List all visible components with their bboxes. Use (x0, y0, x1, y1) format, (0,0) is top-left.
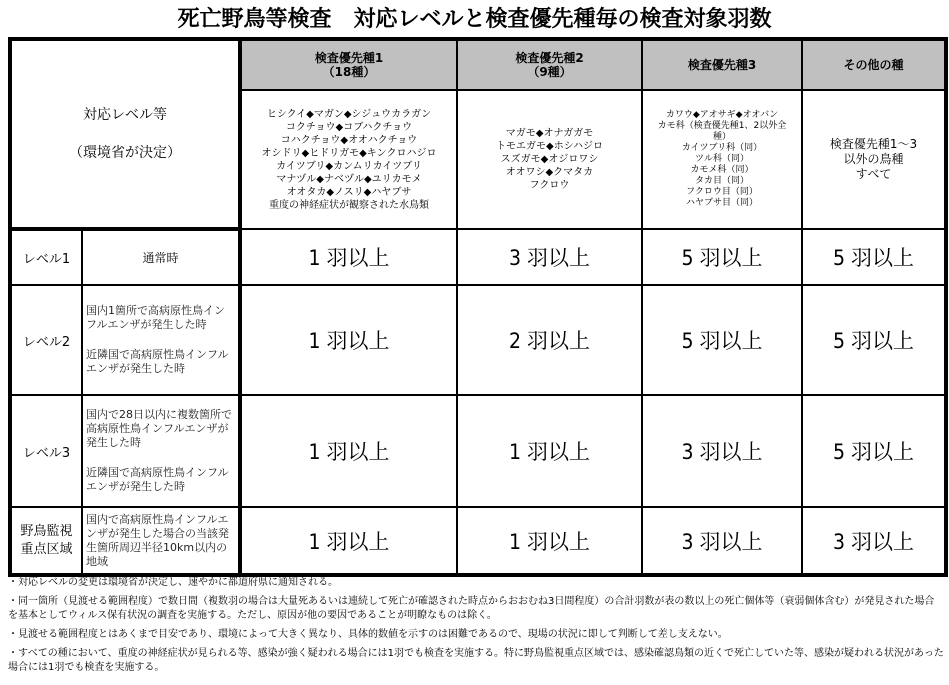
inspection-table (8, 37, 948, 577)
column-header-priority3: 検査優先種3 (642, 39, 802, 90)
page-title: 死亡野鳥等検査 対応レベルと検査優先種毎の検査対象羽数 (177, 7, 772, 32)
count-other: 3 羽以上 (802, 507, 946, 575)
count-priority1: 1 羽以上 (240, 507, 457, 575)
level-header-subtitle: （環境省が決定） (69, 145, 181, 161)
count-priority2: 2 羽以上 (457, 285, 642, 395)
level-condition: 通常時 (82, 229, 240, 285)
level-label: レベル1 (10, 229, 82, 285)
level-label: 野鳥監視 重点区域 (10, 507, 82, 575)
count-other: 5 羽以上 (802, 395, 946, 507)
count-priority2: 1 羽以上 (457, 395, 642, 507)
table-row-level1 (10, 229, 946, 285)
count-priority1: 1 羽以上 (240, 395, 457, 507)
level-header-title: 対応レベル等 (83, 107, 167, 123)
level-condition: 国内1箇所で高病原性鳥インフルエンザが発生した時 近隣国で高病原性鳥インフルエンザが発生した時 (82, 285, 240, 395)
species-list-priority2: マガモ◆オナガガモ トモエガモ◆ホシハジロ スズガモ◆オジロワシ オオワシ◆クマタカ フクロウ (457, 90, 642, 229)
count-priority3: 3 羽以上 (642, 507, 802, 575)
count-priority3: 5 羽以上 (642, 285, 802, 395)
level-label: レベル3 (10, 395, 82, 507)
species-list-priority1: ヒシクイ◆マガン◆シジュウカラガン コクチョウ◆コブハクチョウ コハクチョウ◆オオハクチョウ オシドリ◆ヒドリガモ◆キンクロハジロ カイツブリ◆カンムリカイツブリ マナヅル◆ナベヅル◆ユリカモメ オオタカ◆ノスリ◆ハヤブサ 重度の神経症状が観察された水鳥類 (240, 90, 457, 229)
footnote: ・すべての種において、重度の神経症状が見られる等、感染が強く疑われる場合には1羽でも検査を実施する。特に野鳥監視重点区域では、感染確認鳥類の近くで死亡していた等、感染が疑われる状況があった場合には1羽でも検査を実施する。 (8, 648, 944, 673)
footnote: ・見渡せる範囲程度とはあくまで目安であり、環境によって大きく異なり、具体的数値を示すのは困難であるので、現場の状況に即して判断して差し支えない。 (8, 629, 728, 640)
count-priority2: 3 羽以上 (457, 229, 642, 285)
count-priority1: 1 羽以上 (240, 285, 457, 395)
count-other: 5 羽以上 (802, 229, 946, 285)
table-row-level2 (10, 285, 946, 395)
count-other: 5 羽以上 (802, 285, 946, 395)
count-priority2: 1 羽以上 (457, 507, 642, 575)
footnotes (8, 576, 944, 680)
level-label: レベル2 (10, 285, 82, 395)
table-row-level3 (10, 395, 946, 507)
level-condition: 国内で28日以内に複数箇所で高病原性鳥インフルエンザが発生した時 近隣国で高病原性鳥インフルエンザが発生した時 (82, 395, 240, 507)
level-condition: 国内で高病原性鳥インフルエンザが発生した場合の当該発生箇所周辺半径10km以内の地域 (82, 507, 240, 575)
table-row-monitoring-zone (10, 507, 946, 575)
column-header-other: その他の種 (802, 39, 946, 90)
column-header-priority1: 検査優先種1 （18種） (240, 39, 457, 90)
species-list-priority3: カワウ◆アオサギ◆オオバン カモ科（検査優先種1、2以外全 種） カイツブリ科（同） ツル科（同） カモメ科（同） タカ目（同） フクロウ目（同） ハヤブサ目（同） (642, 90, 802, 229)
count-priority3: 3 羽以上 (642, 395, 802, 507)
column-header-priority2: 検査優先種2 （9種） (457, 39, 642, 90)
level-header-cell (10, 39, 240, 229)
species-list-other: 検査優先種1～3 以外の鳥種 すべて (802, 90, 946, 229)
footnote: ・対応レベルの変更は環境省が決定し、速やかに都道府県に通知される。 (8, 577, 338, 588)
count-priority3: 5 羽以上 (642, 229, 802, 285)
count-priority1: 1 羽以上 (240, 229, 457, 285)
footnote: ・同一箇所（見渡せる範囲程度）で数日間（複数羽の場合は大量死あるいは連続して死亡が確認された時点からおおむね3日間程度）の合計羽数が表の数以上の死亡個体等（衰弱個体含む）が発見された場合を基本としてウィルス保有状況の調査を実施する。ただし、原因が他の要因であることが明瞭なものは除く。 (8, 596, 935, 621)
